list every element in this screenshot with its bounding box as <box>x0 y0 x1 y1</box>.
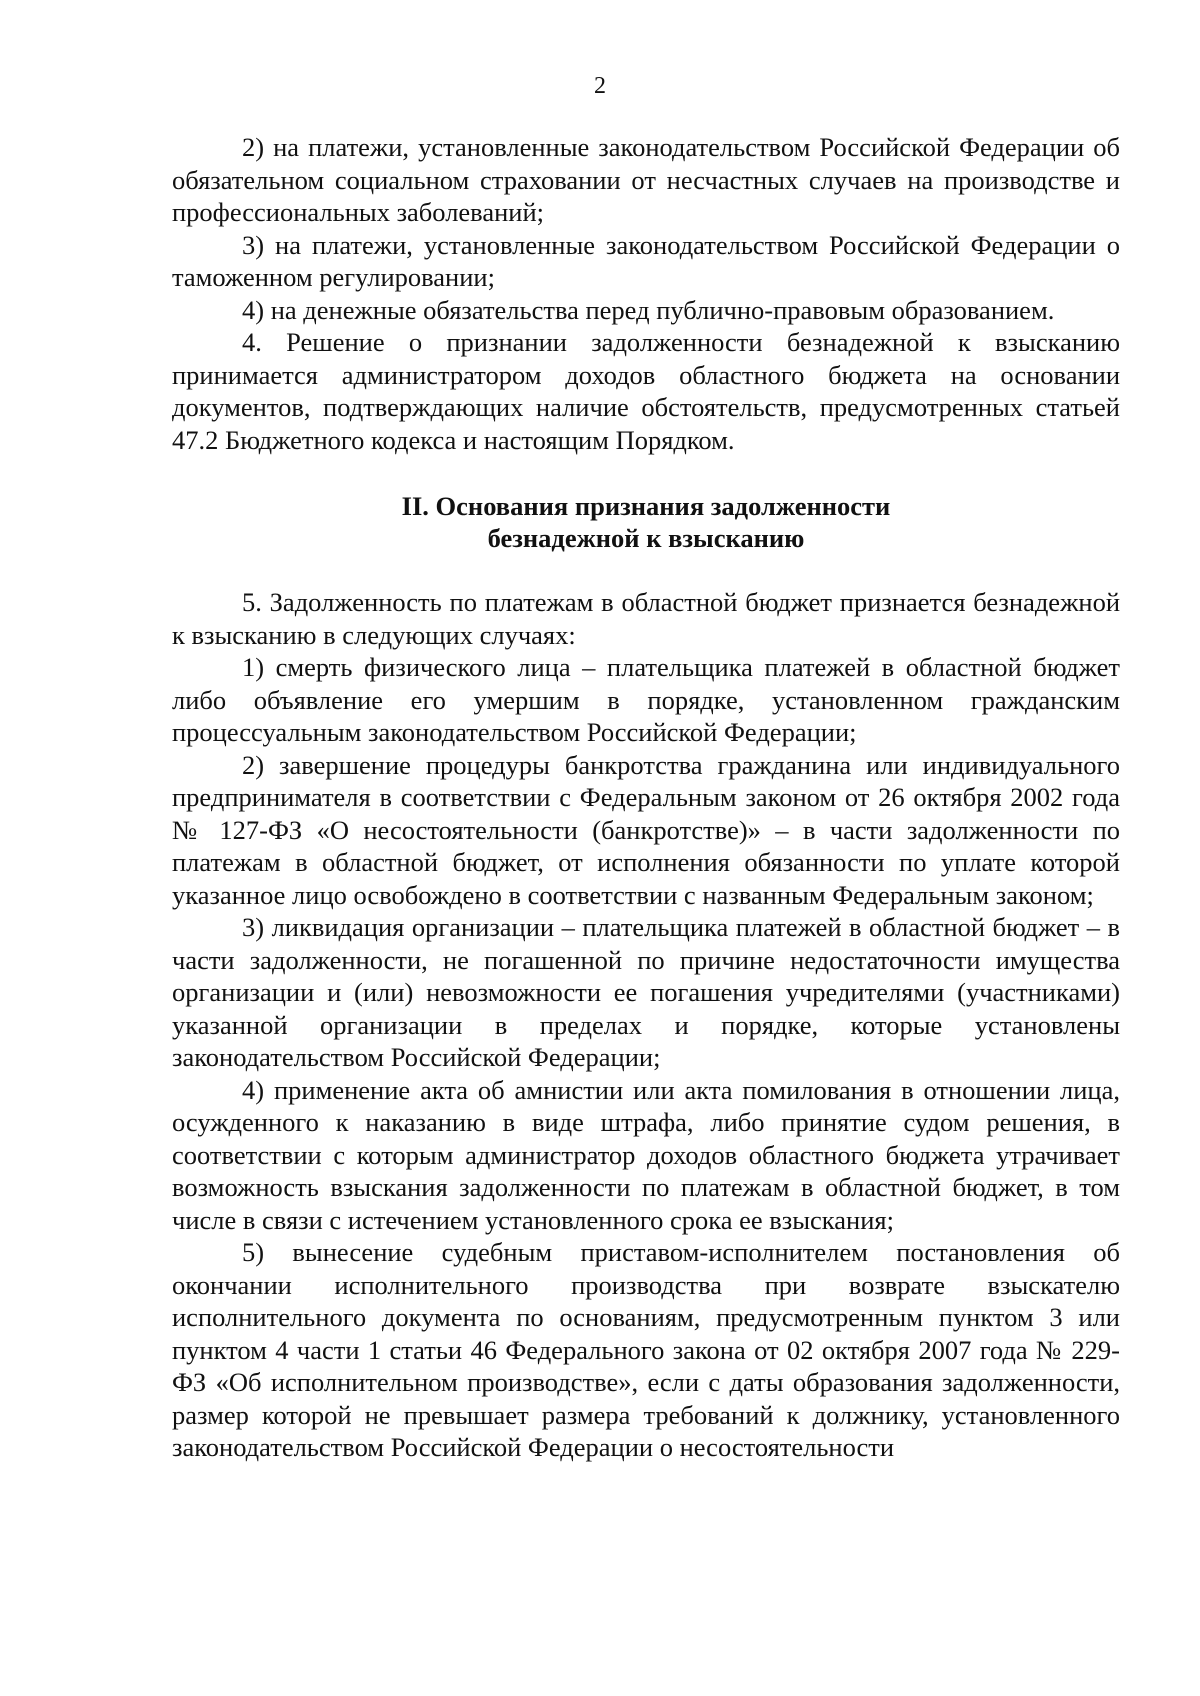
section-heading-line-1: II. Основания признания задолженности <box>401 491 891 521</box>
paragraph-block-intro <box>172 131 1120 456</box>
paragraph-ground-3-liquidation: 3) ликвидация организации – плательщика платежей в областной бюджет – в части задолженности, не погашенной по причине недостаточности имущества организации и (или) невозможности ее погашения учредителями (участниками) указанной организации в пределах и порядке, которые установлены законодательством Российской Федерации; <box>172 912 1120 1072</box>
paragraph-ground-2-bankruptcy: 2) завершение процедуры банкротства гражданина или индивидуального предпринимателя в соответствии с Федеральным законом от 26 октября 2002 года № 127-ФЗ «О несостоятельности (банкротстве)» – в части задолженности по платежам в областной бюджет, от исполнения обязанности по уплате которой указанное лицо освобождено в соответствии с названным Федеральным законом; <box>172 749 1120 910</box>
paragraph-item-2-insurance: 2) на платежи, установленные законодательством Российской Федерации об обязательном социальном страховании от несчастных случаев на производстве и профессиональных заболеваний; <box>172 132 1120 227</box>
section-heading-line-2: безнадежной к взысканию <box>487 523 805 553</box>
section-heading <box>172 490 1120 554</box>
page-number: 2 <box>594 73 606 99</box>
paragraph-item-3-customs: 3) на платежи, установленные законодательством Российской Федерации о таможенном регулировании; <box>172 229 1120 292</box>
paragraph-block-grounds <box>172 586 1120 1464</box>
paragraph-ground-4-amnesty: 4) применение акта об амнистии или акта помилования в отношении лица, осужденного к наказанию в виде штрафа, либо принятие судом решения, в соответствии с которым администратор доходов областного бюджета утрачивает возможность взыскания задолженности по платежам в областной бюджет, в том числе в связи с истечением установленного срока ее взыскания; <box>172 1074 1120 1235</box>
paragraph-clause-4-decision: 4. Решение о признании задолженности безнадежной к взысканию принимается администратором доходов областного бюджета на основании документов, подтверждающих наличие обстоятельств, предусмотренных статьей 47.2 Бюджетного кодекса и настоящим Порядком. <box>172 327 1120 455</box>
paragraph-clause-5-intro: 5. Задолженность по платежам в областной бюджет признается безнадежной к взысканию в следующих случаях: <box>172 587 1120 650</box>
paragraph-ground-5-bailiff: 5) вынесение судебным приставом-исполнителем постановления об окончании исполнительного производства при возврате взыскателю исполнительного документа по основаниям, предусмотренным пунктом 3 или пунктом 4 части 1 статьи 46 Федерального закона от 02 октября 2007 года № 229-ФЗ «Об исполнительном производстве», если с даты образования задолженности, размер которой не превышает размера требований к должнику, установленного законодательством Российской Федерации о несостоятельности <box>172 1237 1120 1462</box>
paragraph-item-4-obligations: 4) на денежные обязательства перед публично-правовым образованием. <box>242 294 1055 325</box>
paragraph-ground-1-death: 1) смерть физического лица – плательщика платежей в областной бюджет либо объявление его умершим в порядке, установленном гражданским процессуальным законодательством Российской Федерации; <box>172 652 1120 747</box>
